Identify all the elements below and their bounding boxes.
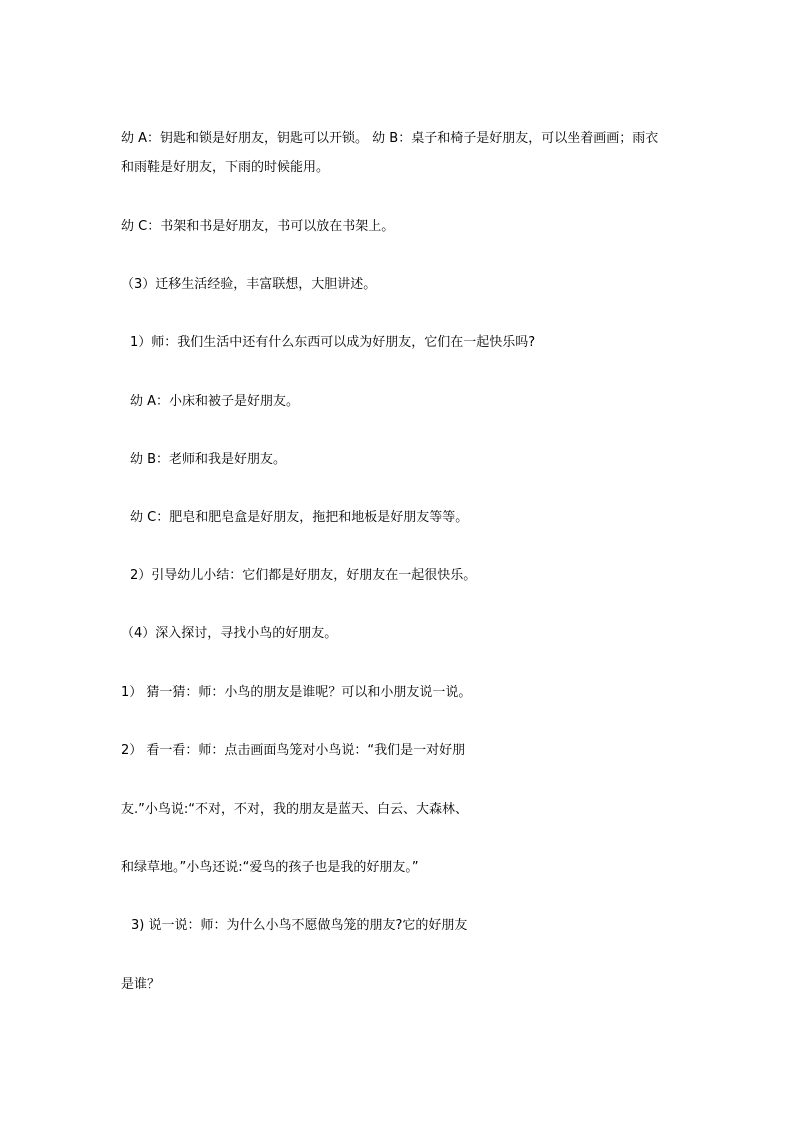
step-line-3-cont: 是谁？ xyxy=(121,977,161,992)
step-line-2-cont-2: 和绿草地。”小鸟还说:“爱鸟的孩子也是我的好朋友。” xyxy=(121,860,419,875)
answer-line-b: 幼 B：老师和我是好朋友。 xyxy=(130,452,287,467)
summary-line: 2）引导幼儿小结：它们都是好朋友，好朋友在一起很快乐。 xyxy=(130,568,477,583)
paragraph-line-3: 幼 C：书架和书是好朋友，书可以放在书架上。 xyxy=(121,219,395,234)
answer-line-c: 幼 C：肥皂和肥皂盒是好朋友，拖把和地板是好朋友等等。 xyxy=(130,510,469,525)
paragraph-line-2: 和雨鞋是好朋友，下雨的时候能用。 xyxy=(121,160,330,175)
answer-line-a: 幼 A：小床和被子是好朋友。 xyxy=(130,394,300,409)
step-line-2-cont-1: 友.”小鸟说:“不对，不对，我的朋友是蓝天、白云、大森林、 xyxy=(121,802,468,817)
step-line-3: 3) 说一说：师：为什么小鸟不愿做鸟笼的朋友?它的好朋友 xyxy=(131,918,468,933)
step-line-1: 1） 猜一猜：师：小鸟的朋友是谁呢？可以和小朋友说一说。 xyxy=(121,685,472,700)
question-line-1: 1）师：我们生活中还有什么东西可以成为好朋友，它们在一起快乐吗? xyxy=(130,335,536,350)
section-heading-3: （3）迁移生活经验，丰富联想，大胆讲述。 xyxy=(121,277,377,292)
section-heading-4: （4）深入探讨，寻找小鸟的好朋友。 xyxy=(121,626,338,641)
step-line-2: 2） 看一看：师：点击画面鸟笼对小鸟说：“我们是一对好朋 xyxy=(121,743,466,758)
paragraph-line-1: 幼 A：钥匙和锁是好朋友，钥匙可以开锁。 幼 B：桌子和椅子是好朋友，可以坐着画画；雨衣 xyxy=(121,131,659,146)
